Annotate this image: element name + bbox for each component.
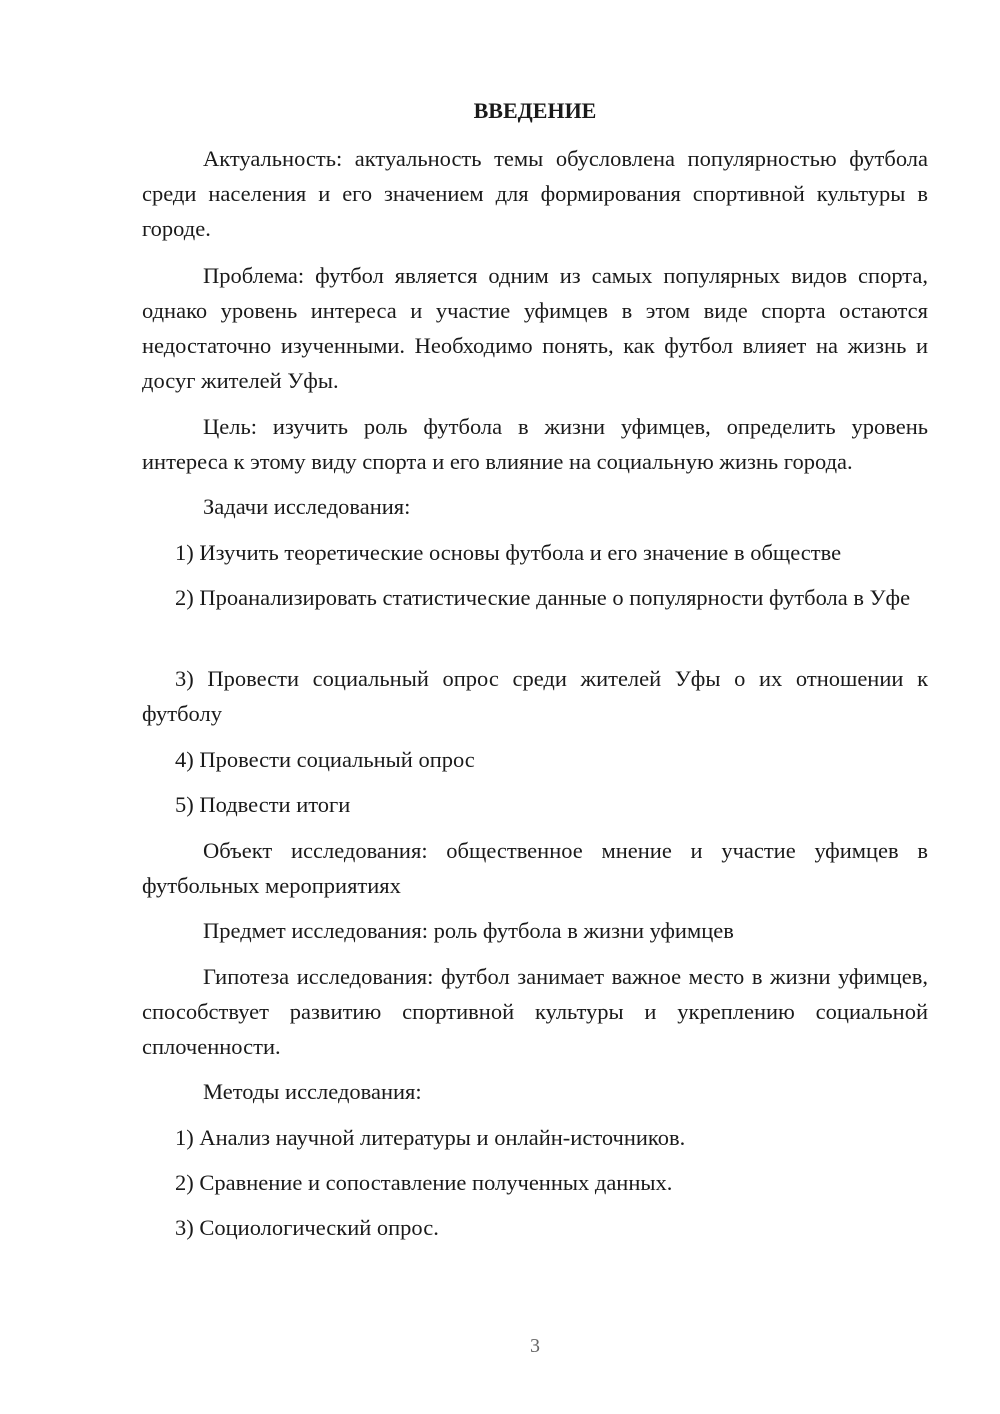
task-item: 3) Провести социальный опрос среди жителей Уфы о их отношении к футболу <box>142 666 928 726</box>
task-item: 4) Провести социальный опрос <box>175 747 475 772</box>
goal-paragraph: Цель: изучить роль футбола в жизни уфимцев, определить уровень интереса к этому виду спорта и его влияние на социальную жизнь города. <box>142 414 928 474</box>
hypothesis-paragraph: Гипотеза исследования: футбол занимает важное место в жизни уфимцев, способствует развитию спортивной культуры и укреплению социальной сплоченности. <box>142 964 928 1059</box>
task-item: 5) Подвести итоги <box>175 792 351 817</box>
problem-paragraph: Проблема: футбол является одним из самых популярных видов спорта, однако уровень интереса и участие уфимцев в этом виде спорта остаются недостаточно изученными. Необходимо понять, как футбол влияет на жизнь и досуг жителей Уфы. <box>142 263 928 393</box>
relevance-paragraph: Актуальность: актуальность темы обусловлена популярностью футбола среди населения и его значением для формирования спортивной культуры в городе. <box>142 146 928 241</box>
task-item: 1) Изучить теоретические основы футбола и его значение в обществе <box>175 540 842 565</box>
method-item: 3) Социологический опрос. <box>175 1215 439 1240</box>
methods-heading: Методы исследования: <box>203 1079 422 1104</box>
tasks-heading: Задачи исследования: <box>203 494 411 519</box>
method-item: 2) Сравнение и сопоставление полученных данных. <box>175 1170 673 1195</box>
subject-paragraph: Предмет исследования: роль футбола в жизни уфимцев <box>203 918 734 943</box>
object-paragraph: Объект исследования: общественное мнение и участие уфимцев в футбольных мероприятиях <box>142 838 928 898</box>
section-heading: ВВЕДЕНИЕ <box>473 98 597 123</box>
method-item: 1) Анализ научной литературы и онлайн-источников. <box>175 1125 686 1150</box>
page-number: 3 <box>530 1335 540 1357</box>
task-item: 2) Проанализировать статистические данные о популярности футбола в Уфе <box>175 585 911 610</box>
document-page <box>142 0 928 1414</box>
